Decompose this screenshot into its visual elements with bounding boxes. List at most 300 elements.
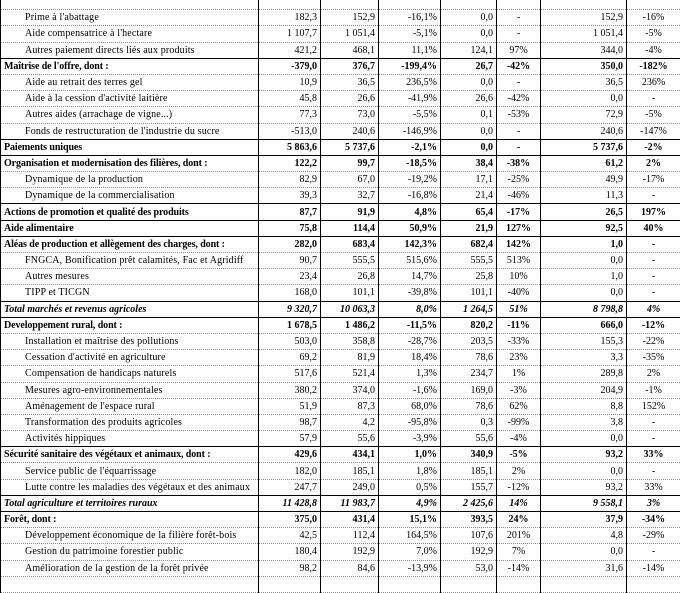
- value-2006: 192,9: [321, 544, 379, 560]
- value-2006: [321, 0, 379, 10]
- row-label: Paiements uniques: [1, 139, 259, 155]
- change-percent: 1,3%: [379, 366, 441, 382]
- row-label: Aménagement de l'espace rural: [1, 398, 259, 414]
- row-label: Autres aides (arrachage de vigne...): [1, 107, 259, 123]
- eu-amount: 1 051,4: [541, 26, 627, 42]
- change-percent: -16,1%: [379, 10, 441, 26]
- value-2006: 374,0: [321, 382, 379, 398]
- eu-change: -: [627, 253, 680, 269]
- value-2005: 1 107,7: [259, 26, 321, 42]
- value-2006: 152,9: [321, 10, 379, 26]
- state-change: 127%: [497, 220, 541, 236]
- change-percent: 68,0%: [379, 398, 441, 414]
- row-label: [1, 0, 259, 10]
- row-label: Lutte contre les maladies des végétaux et des animaux: [1, 479, 259, 495]
- eu-amount: 4,8: [541, 528, 627, 544]
- value-2006: 4,2: [321, 414, 379, 430]
- table-row: [1, 560, 680, 576]
- value-2006: 1 486,2: [321, 317, 379, 333]
- table-row: [1, 139, 680, 155]
- state-change: -25%: [497, 172, 541, 188]
- state-amount: 0,1: [441, 107, 497, 123]
- change-percent: -39,8%: [379, 285, 441, 301]
- state-change: -38%: [497, 155, 541, 171]
- eu-amount: 26,5: [541, 204, 627, 220]
- table-row: [1, 269, 680, 285]
- eu-amount: 11,3: [541, 188, 627, 204]
- eu-change: -35%: [627, 350, 680, 366]
- value-2006: 87,3: [321, 398, 379, 414]
- eu-change: -: [627, 236, 680, 252]
- eu-amount: 31,6: [541, 560, 627, 576]
- state-amount: 192,9: [441, 544, 497, 560]
- change-percent: -2,1%: [379, 139, 441, 155]
- state-amount: 820,2: [441, 317, 497, 333]
- value-2005: 69,2: [259, 350, 321, 366]
- value-2005: 82,9: [259, 172, 321, 188]
- value-2006: 26,6: [321, 91, 379, 107]
- value-2006: 555,5: [321, 253, 379, 269]
- change-percent: -3,9%: [379, 431, 441, 447]
- table-row: [1, 74, 680, 90]
- eu-change: [627, 576, 680, 592]
- state-change: 513%: [497, 253, 541, 269]
- table-row: [1, 447, 680, 463]
- eu-change: 40%: [627, 220, 680, 236]
- state-amount: 1 264,5: [441, 301, 497, 317]
- change-percent: -13,9%: [379, 560, 441, 576]
- value-2006: 26,8: [321, 269, 379, 285]
- eu-change: -147%: [627, 123, 680, 139]
- table-row: [1, 301, 680, 317]
- row-label: Autres paiement directs liés aux produits: [1, 42, 259, 58]
- eu-amount: 155,3: [541, 333, 627, 349]
- eu-change: -: [627, 431, 680, 447]
- table-row: [1, 576, 680, 592]
- value-2005: 98,2: [259, 560, 321, 576]
- value-2006: 36,5: [321, 74, 379, 90]
- change-percent: 1,8%: [379, 463, 441, 479]
- value-2005: 122,2: [259, 155, 321, 171]
- table-row: [1, 512, 680, 528]
- eu-amount: 92,5: [541, 220, 627, 236]
- value-2006: 521,4: [321, 366, 379, 382]
- row-label: Activités hippiques: [1, 431, 259, 447]
- state-amount: 53,0: [441, 560, 497, 576]
- change-percent: 18,4%: [379, 350, 441, 366]
- value-2005: 51,9: [259, 398, 321, 414]
- row-label: Fonds de restructuration de l'industrie du sucre: [1, 123, 259, 139]
- eu-amount: 93,2: [541, 479, 627, 495]
- value-2005: 39,3: [259, 188, 321, 204]
- state-change: 2%: [497, 463, 541, 479]
- state-change: 23%: [497, 350, 541, 366]
- state-amount: 0,0: [441, 26, 497, 42]
- state-amount: 0,3: [441, 414, 497, 430]
- state-change: -: [497, 74, 541, 90]
- state-change: -12%: [497, 479, 541, 495]
- value-2005: 1 678,5: [259, 317, 321, 333]
- value-2005: 77,3: [259, 107, 321, 123]
- state-amount: 107,6: [441, 528, 497, 544]
- value-2005: 57,9: [259, 431, 321, 447]
- table-row: [1, 188, 680, 204]
- state-change: 51%: [497, 301, 541, 317]
- table-row: [1, 220, 680, 236]
- state-change: -4%: [497, 431, 541, 447]
- row-label: Sécurité sanitaire des végétaux et animaux, dont :: [1, 447, 259, 463]
- eu-change: -34%: [627, 512, 680, 528]
- state-change: -17%: [497, 204, 541, 220]
- state-amount: 393,5: [441, 512, 497, 528]
- state-amount: 0,0: [441, 123, 497, 139]
- eu-change: -: [627, 414, 680, 430]
- value-2006: 112,4: [321, 528, 379, 544]
- eu-amount: 49,9: [541, 172, 627, 188]
- state-change: -42%: [497, 91, 541, 107]
- table-row: [1, 253, 680, 269]
- eu-change: 197%: [627, 204, 680, 220]
- change-percent: -11,5%: [379, 317, 441, 333]
- value-2006: 32,7: [321, 188, 379, 204]
- eu-change: -: [627, 463, 680, 479]
- state-change: -14%: [497, 560, 541, 576]
- state-amount: 17,1: [441, 172, 497, 188]
- change-percent: -95,8%: [379, 414, 441, 430]
- state-change: -: [497, 10, 541, 26]
- row-label: Aide à la cession d'activité laitière: [1, 91, 259, 107]
- value-2005: 45,8: [259, 91, 321, 107]
- eu-change: 33%: [627, 479, 680, 495]
- table-row: [1, 42, 680, 58]
- state-change: 7%: [497, 544, 541, 560]
- eu-amount: 72,9: [541, 107, 627, 123]
- change-percent: 7,0%: [379, 544, 441, 560]
- change-percent: 8,0%: [379, 301, 441, 317]
- state-amount: 155,7: [441, 479, 497, 495]
- table-row: [1, 544, 680, 560]
- eu-amount: 0,0: [541, 285, 627, 301]
- table-row: [1, 366, 680, 382]
- state-change: -46%: [497, 188, 541, 204]
- state-change: -5%: [497, 447, 541, 463]
- eu-change: 3%: [627, 495, 680, 511]
- row-label: Dynamique de la commercialisation: [1, 188, 259, 204]
- value-2005: 42,5: [259, 528, 321, 544]
- change-percent: -16,8%: [379, 188, 441, 204]
- table-row: [1, 414, 680, 430]
- value-2006: 67,0: [321, 172, 379, 188]
- table-row: [1, 172, 680, 188]
- eu-change: -14%: [627, 560, 680, 576]
- row-label: Aléas de production et allègement des charges, dont :: [1, 236, 259, 252]
- row-label: Maîtrise de l'offre, dont :: [1, 58, 259, 74]
- row-label: Compensation de handicaps naturels: [1, 366, 259, 382]
- row-label: Développement économique de la filière forêt-bois: [1, 528, 259, 544]
- change-percent: 4,9%: [379, 495, 441, 511]
- state-amount: [441, 0, 497, 10]
- state-change: -99%: [497, 414, 541, 430]
- value-2006: [321, 576, 379, 592]
- eu-change: -: [627, 285, 680, 301]
- value-2005: 180,4: [259, 544, 321, 560]
- eu-amount: 0,0: [541, 463, 627, 479]
- table-row: [1, 91, 680, 107]
- value-2006: 10 063,3: [321, 301, 379, 317]
- state-amount: 21,9: [441, 220, 497, 236]
- state-amount: 55,6: [441, 431, 497, 447]
- value-2006: 1 051,4: [321, 26, 379, 42]
- table-row: [1, 58, 680, 74]
- row-label: FNGCA, Bonification prêt calamités, Fac et Agridiff: [1, 253, 259, 269]
- eu-change: 152%: [627, 398, 680, 414]
- state-amount: 65,4: [441, 204, 497, 220]
- change-percent: 50,9%: [379, 220, 441, 236]
- value-2006: 73,0: [321, 107, 379, 123]
- eu-amount: 0,0: [541, 91, 627, 107]
- eu-amount: 1,0: [541, 269, 627, 285]
- table-row: [1, 123, 680, 139]
- change-percent: 15,1%: [379, 512, 441, 528]
- state-amount: [441, 576, 497, 592]
- state-amount: 26,6: [441, 91, 497, 107]
- state-change: 142%: [497, 236, 541, 252]
- value-2006: 81,9: [321, 350, 379, 366]
- state-change: 201%: [497, 528, 541, 544]
- value-2005: 247,7: [259, 479, 321, 495]
- value-2005: 429,6: [259, 447, 321, 463]
- state-amount: 38,4: [441, 155, 497, 171]
- eu-change: -: [627, 544, 680, 560]
- table-row: [1, 463, 680, 479]
- value-2005: 421,2: [259, 42, 321, 58]
- table-row: [1, 495, 680, 511]
- eu-amount: 8,8: [541, 398, 627, 414]
- state-amount: 21,4: [441, 188, 497, 204]
- eu-amount: [541, 576, 627, 592]
- state-amount: 26,7: [441, 58, 497, 74]
- value-2006: 11 983,7: [321, 495, 379, 511]
- value-2006: 683,4: [321, 236, 379, 252]
- state-amount: 340,9: [441, 447, 497, 463]
- value-2006: 376,7: [321, 58, 379, 74]
- row-label: Developpement rural, dont :: [1, 317, 259, 333]
- change-percent: -5,5%: [379, 107, 441, 123]
- row-label: Amélioration de la gestion de la forêt privée: [1, 560, 259, 576]
- row-label: Total marchés et revenus agricoles: [1, 301, 259, 317]
- state-change: -: [497, 26, 541, 42]
- row-label: Mesures agro-environnementales: [1, 382, 259, 398]
- eu-change: -22%: [627, 333, 680, 349]
- value-2006: 434,1: [321, 447, 379, 463]
- value-2005: 182,0: [259, 463, 321, 479]
- value-2006: 185,1: [321, 463, 379, 479]
- row-label: Installation et maîtrise des pollutions: [1, 333, 259, 349]
- eu-amount: 240,6: [541, 123, 627, 139]
- state-amount: 0,0: [441, 74, 497, 90]
- change-percent: -199,4%: [379, 58, 441, 74]
- eu-change: -12%: [627, 317, 680, 333]
- table-row: [1, 10, 680, 26]
- value-2005: 5 863,6: [259, 139, 321, 155]
- table-row: [1, 350, 680, 366]
- table-row: [1, 107, 680, 123]
- change-percent: 0,5%: [379, 479, 441, 495]
- table-row: [1, 236, 680, 252]
- change-percent: 1,0%: [379, 447, 441, 463]
- eu-amount: 0,0: [541, 544, 627, 560]
- state-amount: 0,0: [441, 139, 497, 155]
- row-label: Prime à l'abattage: [1, 10, 259, 26]
- value-2005: [259, 576, 321, 592]
- eu-change: -182%: [627, 58, 680, 74]
- state-change: -53%: [497, 107, 541, 123]
- state-amount: 185,1: [441, 463, 497, 479]
- value-2005: 182,3: [259, 10, 321, 26]
- table-row: [1, 398, 680, 414]
- change-percent: -1,6%: [379, 382, 441, 398]
- row-label: [1, 576, 259, 592]
- value-2005: 11 428,8: [259, 495, 321, 511]
- state-change: -42%: [497, 58, 541, 74]
- state-amount: 25,8: [441, 269, 497, 285]
- eu-amount: 344,0: [541, 42, 627, 58]
- table-row: [1, 333, 680, 349]
- eu-change: -17%: [627, 172, 680, 188]
- eu-change: 33%: [627, 447, 680, 463]
- row-label: Aide alimentaire: [1, 220, 259, 236]
- state-change: 10%: [497, 269, 541, 285]
- value-2006: 91,9: [321, 204, 379, 220]
- value-2006: 84,6: [321, 560, 379, 576]
- change-percent: 11,1%: [379, 42, 441, 58]
- value-2005: 375,0: [259, 512, 321, 528]
- eu-amount: 1,0: [541, 236, 627, 252]
- state-amount: 124,1: [441, 42, 497, 58]
- state-change: 97%: [497, 42, 541, 58]
- state-change: 62%: [497, 398, 541, 414]
- value-2006: 101,1: [321, 285, 379, 301]
- value-2005: 90,7: [259, 253, 321, 269]
- eu-amount: 289,8: [541, 366, 627, 382]
- eu-change: -29%: [627, 528, 680, 544]
- value-2005: -379,0: [259, 58, 321, 74]
- eu-change: 2%: [627, 366, 680, 382]
- eu-change: -: [627, 269, 680, 285]
- table-row: [1, 479, 680, 495]
- change-percent: 14,7%: [379, 269, 441, 285]
- row-label: Transformation des produits agricoles: [1, 414, 259, 430]
- eu-amount: 8 798,8: [541, 301, 627, 317]
- row-label: Aide au retrait des terres gel: [1, 74, 259, 90]
- state-amount: 78,6: [441, 350, 497, 366]
- table-row: [1, 155, 680, 171]
- change-percent: 515,6%: [379, 253, 441, 269]
- eu-change: [627, 0, 680, 10]
- state-amount: 234,7: [441, 366, 497, 382]
- eu-change: -: [627, 91, 680, 107]
- state-amount: 203,5: [441, 333, 497, 349]
- value-2006: 249,0: [321, 479, 379, 495]
- eu-amount: 5 737,6: [541, 139, 627, 155]
- change-percent: -28,7%: [379, 333, 441, 349]
- state-change: -11%: [497, 317, 541, 333]
- eu-change: -5%: [627, 26, 680, 42]
- value-2005: 9 320,7: [259, 301, 321, 317]
- state-amount: 682,4: [441, 236, 497, 252]
- state-amount: 2 425,6: [441, 495, 497, 511]
- eu-change: -5%: [627, 107, 680, 123]
- change-percent: 4,8%: [379, 204, 441, 220]
- eu-change: -4%: [627, 42, 680, 58]
- table-row: [1, 204, 680, 220]
- state-change: -33%: [497, 333, 541, 349]
- table-row: [1, 317, 680, 333]
- value-2006: 431,4: [321, 512, 379, 528]
- state-change: -: [497, 139, 541, 155]
- state-amount: 169,0: [441, 382, 497, 398]
- table-row: [1, 431, 680, 447]
- row-label: Gestion du patrimoine forestier public: [1, 544, 259, 560]
- value-2005: -513,0: [259, 123, 321, 139]
- eu-change: -2%: [627, 139, 680, 155]
- change-percent: -41,9%: [379, 91, 441, 107]
- budget-table-body: [1, 0, 680, 592]
- state-change: [497, 0, 541, 10]
- eu-change: 236%: [627, 74, 680, 90]
- eu-amount: 666,0: [541, 317, 627, 333]
- state-amount: 555,5: [441, 253, 497, 269]
- eu-change: -: [627, 188, 680, 204]
- table-row: [1, 26, 680, 42]
- change-percent: -18,5%: [379, 155, 441, 171]
- eu-amount: [541, 0, 627, 10]
- row-label: Aide compensatrice à l'hectare: [1, 26, 259, 42]
- row-label: Dynamique de la production: [1, 172, 259, 188]
- table-row: [1, 528, 680, 544]
- change-percent: [379, 0, 441, 10]
- value-2005: 517,6: [259, 366, 321, 382]
- state-change: -40%: [497, 285, 541, 301]
- row-label: Total agriculture et territoires ruraux: [1, 495, 259, 511]
- eu-amount: 61,2: [541, 155, 627, 171]
- value-2006: 114,4: [321, 220, 379, 236]
- state-change: 24%: [497, 512, 541, 528]
- value-2005: 23,4: [259, 269, 321, 285]
- value-2006: 5 737,6: [321, 139, 379, 155]
- state-change: -: [497, 123, 541, 139]
- state-change: [497, 576, 541, 592]
- table-row: [1, 285, 680, 301]
- value-2005: [259, 0, 321, 10]
- state-change: -3%: [497, 382, 541, 398]
- row-label: Forêt, dont :: [1, 512, 259, 528]
- value-2005: 10,9: [259, 74, 321, 90]
- eu-amount: 0,0: [541, 431, 627, 447]
- value-2006: 468,1: [321, 42, 379, 58]
- value-2005: 380,2: [259, 382, 321, 398]
- value-2006: 99,7: [321, 155, 379, 171]
- row-label: Cessation d'activité en agriculture: [1, 350, 259, 366]
- state-change: 14%: [497, 495, 541, 511]
- value-2005: 282,0: [259, 236, 321, 252]
- value-2005: 75,8: [259, 220, 321, 236]
- eu-amount: 204,9: [541, 382, 627, 398]
- eu-change: 4%: [627, 301, 680, 317]
- value-2006: 358,8: [321, 333, 379, 349]
- state-amount: 0,0: [441, 10, 497, 26]
- value-2005: 503,0: [259, 333, 321, 349]
